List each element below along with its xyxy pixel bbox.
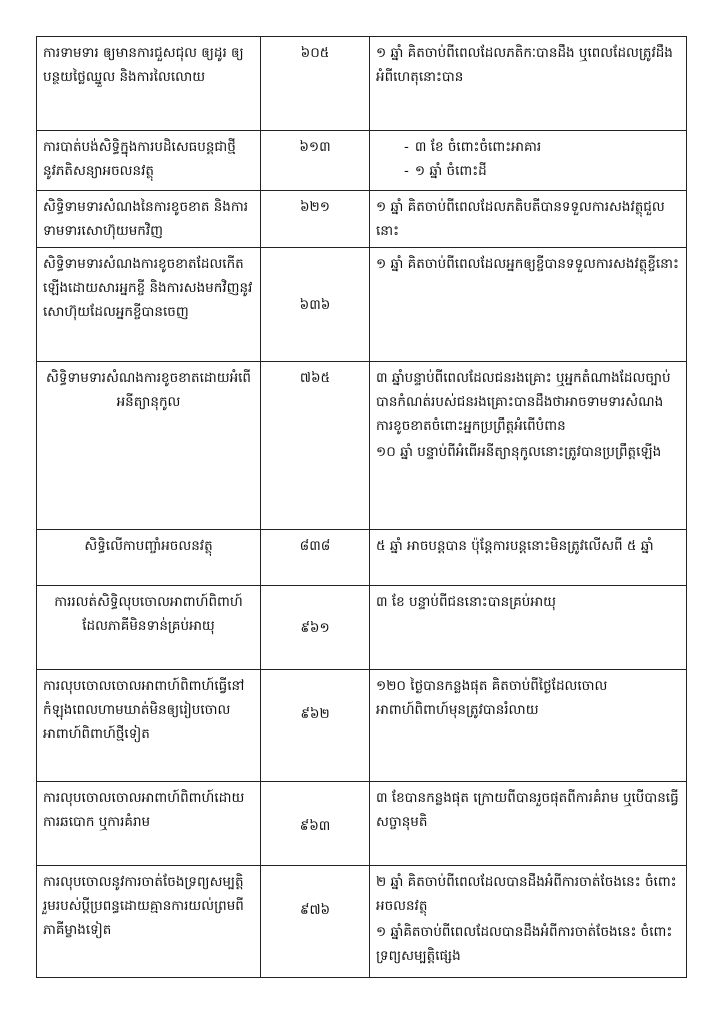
table-row bbox=[37, 530, 687, 586]
subject-cell: ការទាមទារ ឲ្យមានការជួសជុល ឲ្យដូរ ឲ្យបន្ថយថ្លៃឈ្នួល និងការលៃលោយ bbox=[37, 37, 261, 131]
period-cell bbox=[370, 362, 687, 530]
table-row bbox=[37, 362, 687, 530]
subject-cell: សិទ្ធិទាមទារសំណងការខូចខាតដោយអំពើអនីត្យានុកូល bbox=[37, 362, 261, 530]
period-cell bbox=[370, 191, 687, 248]
dash-icon: - bbox=[404, 139, 409, 155]
period-text: ២ ឆ្នាំ គិតចាប់ពីពេលដែលបានដឹងអំពីការចាត់ចែងនេះ ចំពោះអចលនវត្ថុ bbox=[376, 874, 677, 914]
subject-cell: ការលុបចោលចោលអាពាហ៍ពិពាហ៍ធ្វើនៅកំឡុងពេលហាមឃាត់មិនឲ្យរៀបចោលអាពាហ៍ពិពាហ៍ថ្មីទៀត bbox=[37, 670, 261, 782]
table-row bbox=[37, 586, 687, 670]
period-text: ៣ ខែបានកន្លងផុត ក្រោយពីបានរួចផុតពីការគំរាម ឬបើបានធ្វើសច្ចានុមតិ bbox=[376, 790, 679, 830]
article-number: ៦៣៦ bbox=[261, 248, 370, 362]
table-row bbox=[37, 782, 687, 866]
period-cell bbox=[370, 866, 687, 978]
period-cell bbox=[370, 782, 687, 866]
period-text: ១ ឆ្នាំគិតចាប់ពីពេលដែលបានដឹងអំពីការចាត់ចែងនេះ ចំពោះទ្រព្យសម្បត្តិផ្សេង bbox=[376, 924, 673, 964]
article-number: ៦២១ bbox=[261, 191, 370, 248]
dash-icon: - bbox=[404, 163, 409, 179]
subject-cell: ការរលត់សិទ្ធិលុបចោលអាពាហ៍ពិពាហ៍ដែលភាគីមិនទាន់គ្រប់អាយុ bbox=[37, 586, 261, 670]
period-text: ៥ ឆ្នាំ អាចបន្តបាន ប៉ុន្តែការបន្តនោះមិនត្រូវលើសពី ៥ ឆ្នាំ bbox=[376, 538, 654, 554]
subject-cell: ការលុបចោលនូវការចាត់ចែងទ្រព្យសម្បត្តិរួមរបស់ប្ដីប្រពន្ធដោយគ្មានការយល់ព្រមពីភាគីម្ខាងទៀត bbox=[37, 866, 261, 978]
article-number: ៦០៥ bbox=[261, 37, 370, 131]
period-text: ១២០ ថ្ងៃបានកន្លងផុត គិតចាប់ពីថ្ងៃដែលចោលអាពាហ៍ពិពាហ៍មុនត្រូវបានរំលាយ bbox=[376, 678, 608, 718]
table-row bbox=[37, 131, 687, 191]
table-row bbox=[37, 248, 687, 362]
period-cell bbox=[370, 37, 687, 131]
period-cell bbox=[370, 670, 687, 782]
subject-cell: សិទ្ធិទាមទារសំណងនៃការខូចខាត និងការទាមទារសោហ៊ុយមកវិញ bbox=[37, 191, 261, 248]
period-text: ១០ ឆ្នាំ បន្ទាប់ពីអំពើអនីត្យានុកូលនោះត្រូវបានប្រព្រឹត្តឡើង bbox=[376, 444, 662, 460]
table-row bbox=[37, 866, 687, 978]
period-cell bbox=[370, 131, 687, 191]
article-number: ៨៣៨ bbox=[261, 530, 370, 586]
article-number: ៦១៣ bbox=[261, 131, 370, 191]
period-text: ៣ ខែ បន្ទាប់ពីជននោះបានគ្រប់អាយុ bbox=[376, 594, 557, 610]
period-cell bbox=[370, 530, 687, 586]
article-number: ៩៦៣ bbox=[261, 782, 370, 866]
table-row bbox=[37, 670, 687, 782]
table-row bbox=[37, 37, 687, 131]
period-cell bbox=[370, 586, 687, 670]
table-row bbox=[37, 191, 687, 248]
article-number: ៩៦១ bbox=[261, 586, 370, 670]
list-item: - ១ ឆ្នាំ ចំពោះដី bbox=[404, 163, 487, 179]
article-number: ៧៦៥ bbox=[261, 362, 370, 530]
prescription-table bbox=[36, 36, 687, 978]
list-item: - ៣ ខែ ចំពោះចំពោះអាគារ bbox=[404, 139, 542, 155]
article-number: ៩៧៦ bbox=[261, 866, 370, 978]
subject-cell: ការលុបចោលចោលអាពាហ៍ពិពាហ៍ដោយការឆបោក ឬការគំរាម bbox=[37, 782, 261, 866]
period-text: ១ ឆ្នាំ គិតចាប់ពីពេលដែលភតិបតីបានទទួលការសងវត្ថុជួលនោះ bbox=[376, 199, 665, 239]
period-text: ៣ ឆ្នាំបន្ទាប់ពីពេលដែលជនរងគ្រោះ ឬអ្នកតំណាងដែលច្បាប់បានកំណត់របស់ជនរងគ្រោះបានដឹងថាអាចទាមទារសំណងការខូចខាតចំពោះអ្នកប្រព្រឹត្តអំពើបំពាន bbox=[376, 370, 671, 434]
period-text: ១ ឆ្នាំ គិតចាប់ពីពេលដែលភតិកៈបានដឹង ឬពេលដែលត្រូវដឹងអំពីហេតុនោះបាន bbox=[376, 45, 673, 85]
article-number: ៩៦២ bbox=[261, 670, 370, 782]
period-text: ១ ឆ្នាំ គិតចាប់ពីពេលដែលអ្នកឲ្យខ្ចីបានទទួលការសងវត្ថុខ្ចីនោះ bbox=[376, 256, 679, 272]
subject-cell: សិទ្ធិលើកាបញ្ចាំអចលនវត្ថុ bbox=[37, 530, 261, 586]
period-cell bbox=[370, 248, 687, 362]
period-bullet-list bbox=[376, 135, 680, 183]
subject-cell: សិទ្ធិទាមទារសំណងការខូចខាតដែលកើតឡើងដោយសារអ្នកខ្ចី និងការសងមកវិញនូវសោហ៊ុយដែលអ្នកខ្ចីបានចេញ bbox=[37, 248, 261, 362]
subject-cell: ការបាត់បង់សិទ្ធិក្នុងការបដិសេធបន្តជាថ្មី នូវភតិសន្យាអចលនវត្ថុ bbox=[37, 131, 261, 191]
